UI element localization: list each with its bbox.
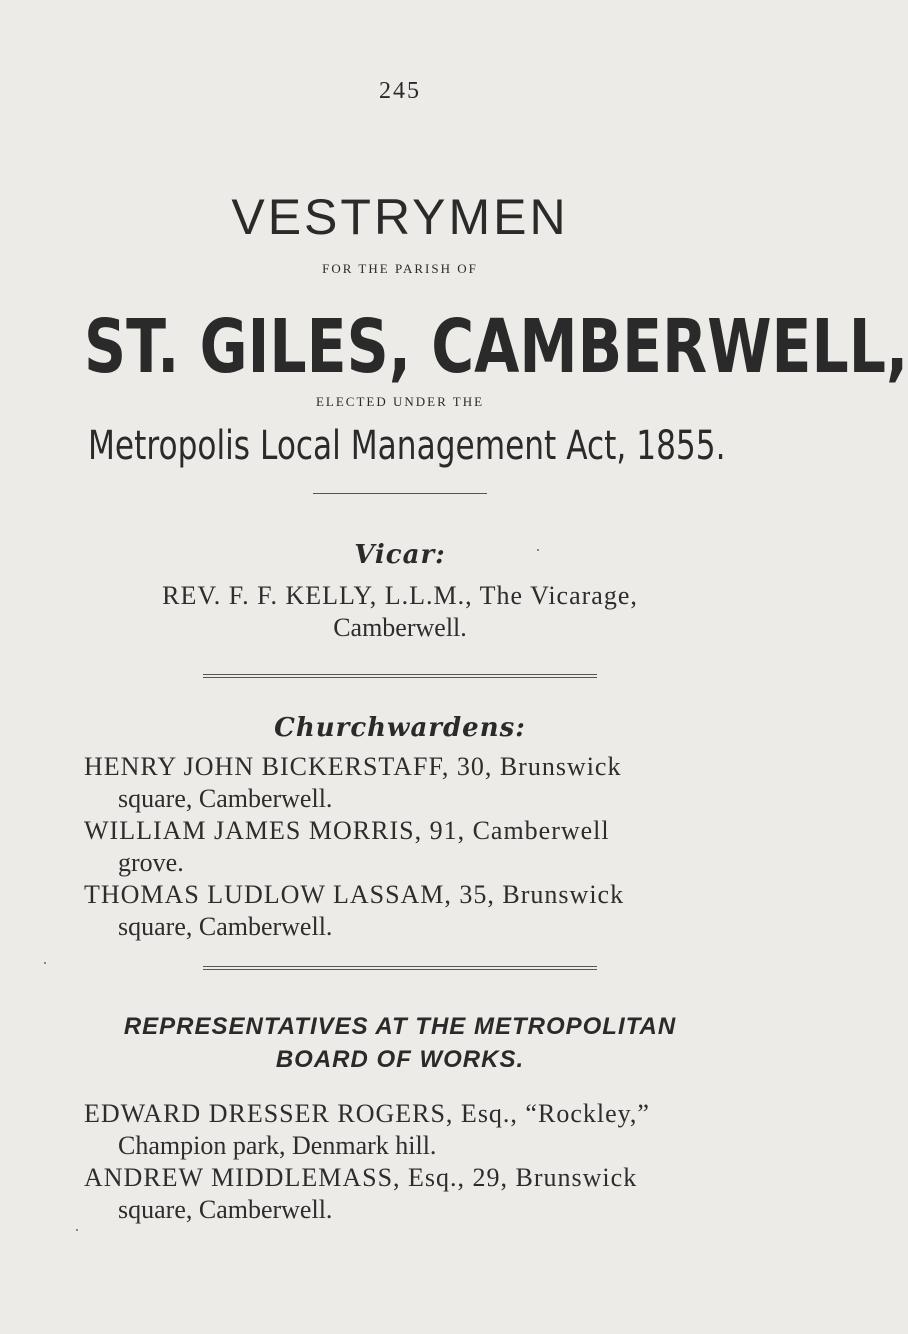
churchwarden-entry xyxy=(84,879,784,943)
entry-line-2: Champion park, Denmark hill. xyxy=(118,1131,437,1160)
entry-line-1: EDWARD DRESSER ROGERS, Esq., “Rockley,” xyxy=(84,1099,650,1128)
churchwardens-label: Churchwardens: xyxy=(274,713,526,743)
churchwarden-entry xyxy=(84,815,784,879)
entry-line-1: HENRY JOHN BICKERSTAFF, 30, Brunswick xyxy=(84,752,622,781)
representatives-heading-line-2: BOARD OF WORKS. xyxy=(275,1046,525,1073)
vicar-label: Vicar: xyxy=(354,540,446,570)
representatives-heading-line-1: REPRESENTATIVES AT THE METROPOLITAN xyxy=(123,1013,677,1040)
representative-entry xyxy=(84,1162,784,1226)
paper-speck xyxy=(537,549,539,551)
parish-name: ST. GILES, CAMBERWELL, xyxy=(84,304,908,390)
entry-line-1: WILLIAM JAMES MORRIS, 91, Camberwell xyxy=(84,816,610,845)
vicar-line-1: REV. F. F. KELLY, L.L.M., The Vicarage, xyxy=(162,581,638,610)
representative-entry xyxy=(84,1098,784,1162)
vicar-line-2: Camberwell. xyxy=(333,613,467,642)
act-title: Metropolis Local Management Act, 1855. xyxy=(88,423,726,469)
entry-line-2: square, Camberwell. xyxy=(118,912,333,941)
divider-rule xyxy=(313,493,487,494)
divider-double-rule xyxy=(203,966,597,970)
entry-line-2: square, Camberwell. xyxy=(118,1195,333,1224)
page-title: VESTRYMEN xyxy=(231,189,569,245)
entry-line-1: THOMAS LUDLOW LASSAM, 35, Brunswick xyxy=(84,880,625,909)
divider-double-rule xyxy=(203,674,597,678)
page-number: 245 xyxy=(379,78,421,104)
elected-caption: ELECTED UNDER THE xyxy=(315,394,485,409)
churchwarden-entry xyxy=(84,751,784,815)
for-parish-caption: FOR THE PARISH OF xyxy=(322,261,478,276)
entry-line-2: square, Camberwell. xyxy=(118,784,333,813)
paper-speck xyxy=(44,962,46,964)
entry-line-1: ANDREW MIDDLEMASS, Esq., 29, Brunswick xyxy=(84,1163,638,1192)
paper-speck xyxy=(76,1229,78,1231)
entry-line-2: grove. xyxy=(118,848,184,877)
